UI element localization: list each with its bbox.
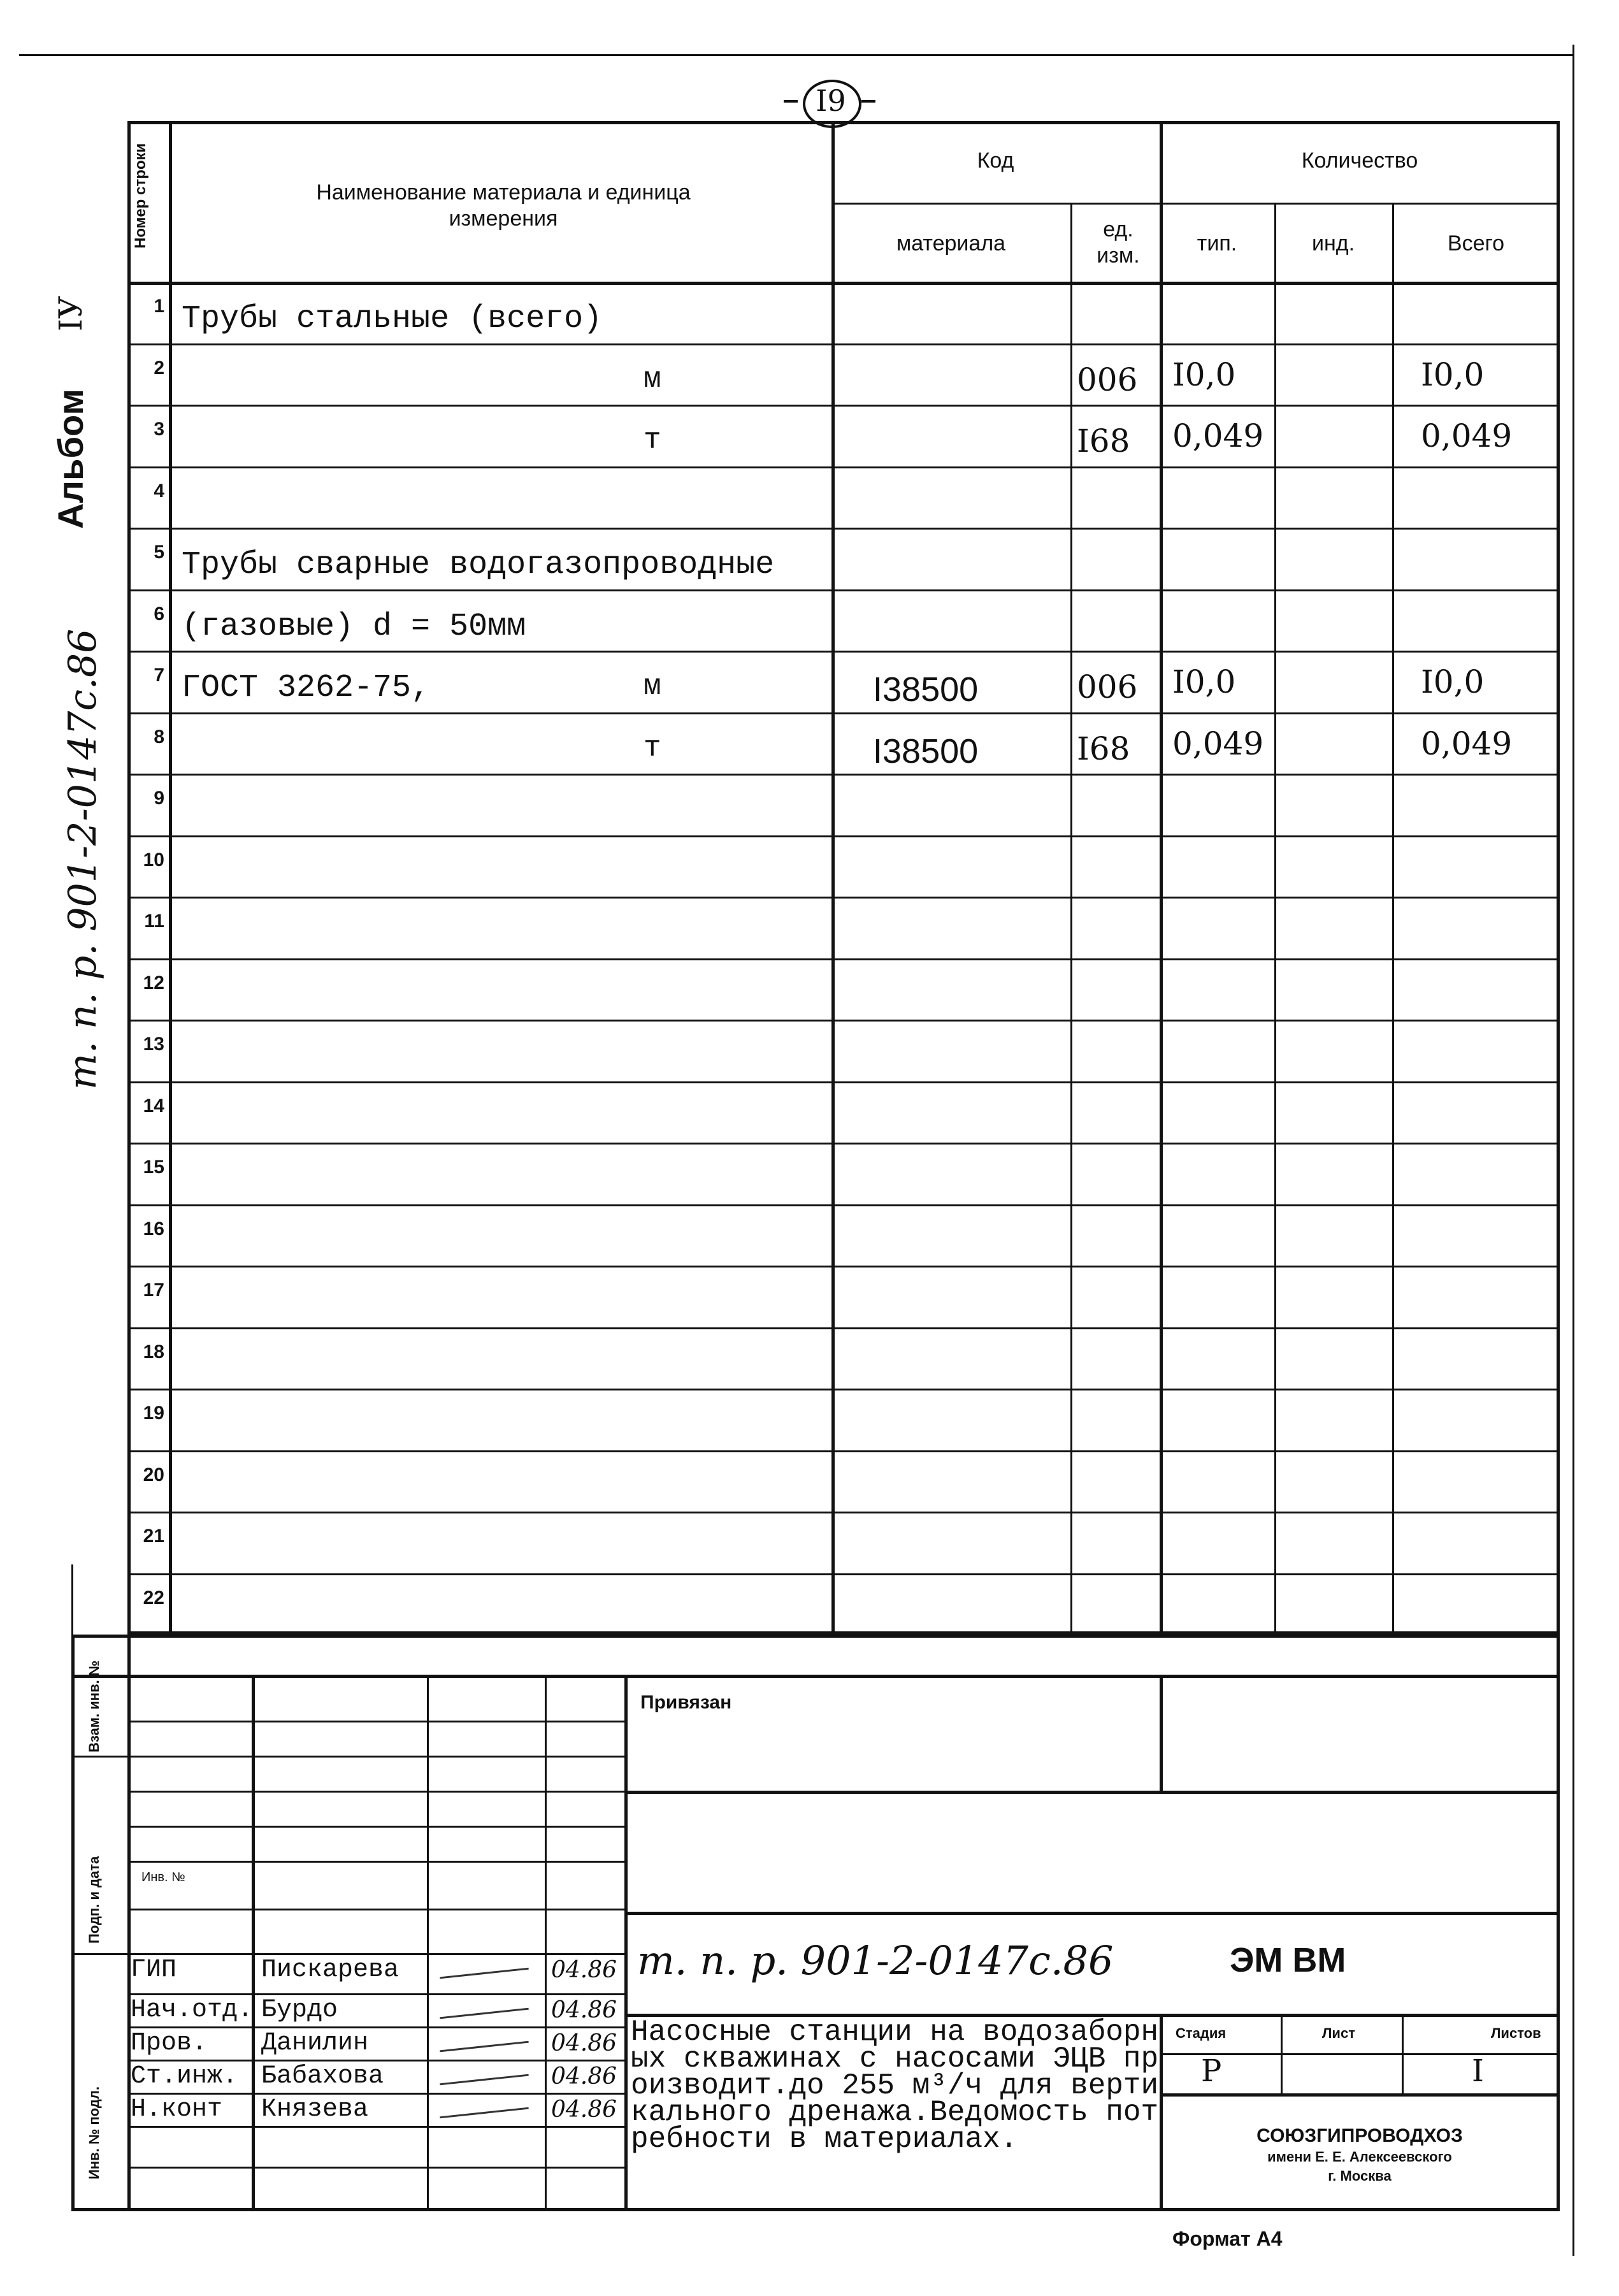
tb-row-5 — [127, 1861, 624, 1863]
tb-row-8 — [127, 1993, 624, 1995]
row-separator — [127, 651, 1560, 653]
staff-date: 04.86 — [551, 2097, 617, 2123]
row-separator — [127, 897, 1560, 899]
row-material-code: I38500 — [873, 732, 979, 770]
row-number: 20 — [143, 1464, 164, 1485]
row-qty-typ: 0,049 — [1172, 417, 1264, 454]
row-unit: т — [644, 424, 661, 457]
row-number: 5 — [154, 542, 164, 563]
row-number: 8 — [154, 726, 164, 747]
row-number: 11 — [144, 911, 164, 932]
row-number: 7 — [154, 665, 164, 686]
tb-row-10 — [127, 2060, 624, 2061]
header-qty-ind: инд. — [1311, 231, 1355, 256]
row-qty-typ: I0,0 — [1172, 356, 1236, 393]
page-top-border — [19, 54, 1574, 56]
doc-code: т. п. р. 901-2-0147с.86 — [637, 1937, 1114, 1984]
staff-name: Князева — [261, 2095, 369, 2124]
row-separator — [127, 405, 1560, 407]
page-number-group — [784, 80, 879, 124]
row-separator — [127, 343, 1560, 345]
row-separator — [127, 1081, 1560, 1083]
row-material-code: I38500 — [873, 670, 979, 709]
row-separator — [127, 1389, 1560, 1390]
row-number: 22 — [143, 1587, 164, 1608]
page-number: I9 — [816, 83, 846, 118]
row-name: (газовые) d = 50мм — [182, 608, 526, 645]
row-separator — [127, 1512, 1560, 1513]
tb-row-7 — [127, 1953, 624, 1955]
sheet-label: Лист — [1322, 2025, 1355, 2041]
col-line-typ — [1274, 203, 1276, 1635]
row-separator — [127, 1143, 1560, 1144]
org-sub: имени Е. Е. Алексеевского — [1267, 2149, 1452, 2165]
row-separator — [127, 1573, 1560, 1575]
header-material-name: Наименование материала и единица измерения — [316, 180, 691, 231]
row-qty-typ: I0,0 — [1172, 663, 1236, 700]
row-separator — [127, 1204, 1560, 1206]
row-unit-code: 006 — [1077, 361, 1138, 398]
tb-row-13 — [127, 2167, 624, 2169]
stage-value: Р — [1201, 2053, 1222, 2089]
row-number: 10 — [143, 849, 164, 870]
tb-stamp-line-b — [71, 1953, 129, 1955]
row-name: Трубы стальные (всего) — [182, 301, 603, 337]
tb-row-2 — [127, 1756, 624, 1758]
row-separator — [127, 835, 1560, 837]
col-line-qty — [1160, 121, 1163, 1635]
row-unit: м — [644, 670, 661, 703]
row-separator — [127, 1450, 1560, 1452]
header-qty-typ: тип. — [1197, 231, 1237, 256]
row-qty-typ: 0,049 — [1172, 725, 1264, 762]
row-qty-total: 0,049 — [1421, 725, 1513, 762]
tb-row-12 — [127, 2126, 624, 2128]
staff-date: 04.86 — [551, 1957, 617, 1983]
row-separator — [127, 774, 1560, 776]
row-number: 14 — [143, 1095, 164, 1116]
row-unit-code: I68 — [1077, 730, 1130, 767]
staff-name: Пискарева — [261, 1956, 399, 1984]
privyazan-label: Привязан — [640, 1692, 732, 1713]
row-separator — [127, 1266, 1560, 1267]
row-separator — [127, 1327, 1560, 1329]
row-number: 1 — [154, 296, 164, 317]
row-number: 12 — [143, 972, 164, 993]
staff-role: ГИП — [131, 1956, 177, 1984]
row-number: 4 — [154, 480, 164, 502]
header-code-material: материала — [896, 231, 1006, 256]
staff-name: Бабахова — [261, 2062, 384, 2091]
row-number: 9 — [154, 788, 164, 809]
doc-mark: ЭМ ВМ — [1230, 1941, 1346, 1979]
row-separator — [127, 528, 1560, 530]
staff-role: Ст.инж. — [131, 2062, 238, 2091]
side-album-label: Альбом — [50, 389, 90, 529]
tb-col-right — [1160, 1675, 1163, 1791]
tb-row-1 — [127, 1721, 624, 1722]
staff-name: Бурдо — [261, 1996, 338, 2025]
tb-row-11 — [127, 2093, 624, 2095]
staff-date: 04.86 — [551, 2030, 617, 2056]
header-split-line — [831, 203, 1560, 205]
row-separator — [127, 958, 1560, 960]
sheets-label: Листов — [1491, 2025, 1541, 2041]
tb-row-4 — [127, 1826, 624, 1828]
tb-code-top — [624, 1912, 1560, 1915]
row-separator — [127, 466, 1560, 468]
row-number: 3 — [154, 419, 164, 440]
row-number: 2 — [154, 357, 164, 379]
stage-label: Стадия — [1176, 2025, 1227, 2041]
tb-col-main — [624, 1675, 628, 2211]
col-line-ind — [1392, 203, 1394, 1635]
doc-description: Насосные станции на водозаборных скважинах с насосами ЭЦВ производит.до 255 м³/ч для вертикального дренажа.Ведомость потребности в материалах. — [631, 2016, 1159, 2156]
staff-name: Данилин — [261, 2029, 369, 2058]
header-bottom-line — [127, 282, 1560, 285]
row-unit: м — [644, 362, 661, 396]
row-qty-total: I0,0 — [1421, 663, 1485, 700]
staff-role: Пров. — [131, 2029, 208, 2058]
staff-date: 04.86 — [551, 1997, 617, 2023]
tb-stage-bottom — [1160, 2093, 1560, 2097]
materials-table-frame — [127, 121, 1560, 1635]
sheets-value: I — [1472, 2053, 1484, 2089]
row-separator — [127, 1020, 1560, 1022]
row-number: 21 — [143, 1526, 164, 1547]
row-separator — [127, 712, 1560, 714]
row-unit-code: 006 — [1077, 668, 1138, 705]
stamp-label-vzam: Взам. инв. № — [86, 1660, 102, 1752]
header-code: Код — [977, 148, 1014, 173]
staff-role: Н.конт — [131, 2095, 223, 2124]
row-number: 15 — [143, 1157, 164, 1178]
row-number: 16 — [143, 1218, 164, 1239]
tb-row-6 — [127, 1909, 624, 1910]
stamp-label-podp: Подп. и дата — [86, 1856, 102, 1944]
row-number: 13 — [143, 1034, 164, 1055]
col-line-rownum — [169, 121, 172, 1635]
header-code-unit: ед. изм. — [1097, 217, 1140, 268]
header-quantity: Количество — [1301, 148, 1418, 173]
format-label: Формат А4 — [1172, 2227, 1283, 2250]
row-number: 17 — [143, 1280, 164, 1301]
side-album-number: IУ — [52, 296, 89, 331]
row-number: 6 — [154, 603, 164, 625]
row-unit: т — [644, 731, 661, 765]
row-qty-total: 0,049 — [1421, 417, 1513, 454]
org-city: г. Москва — [1328, 2168, 1392, 2184]
org-name: СОЮЗГИПРОВОДХОЗ — [1256, 2125, 1463, 2146]
row-unit-code: I68 — [1077, 422, 1130, 459]
page-right-border — [1572, 45, 1574, 2256]
row-qty-total: I0,0 — [1421, 356, 1485, 393]
row-separator — [127, 589, 1560, 591]
staff-role: Нач.отд. — [131, 1996, 254, 2025]
staff-date: 04.86 — [551, 2063, 617, 2090]
side-series-code: т. п. р. 901-2-0147с.86 — [61, 628, 105, 1090]
header-qty-total: Всего — [1447, 231, 1505, 256]
tb-row-3 — [127, 1791, 624, 1793]
row-number: 19 — [143, 1403, 164, 1424]
col-line-material — [831, 121, 835, 1635]
tb-line-1 — [71, 1675, 1560, 1678]
tb-row-9 — [127, 2026, 624, 2028]
inv-number-label: Инв. № — [141, 1870, 185, 1884]
tb-stamp-line-a — [71, 1756, 129, 1758]
header-row-number: Номер строки — [132, 143, 149, 249]
row-name: ГОСТ 3262-75, — [182, 670, 431, 706]
tb-privyazan-bottom — [624, 1791, 1560, 1794]
stamp-label-inv: Инв. № подл. — [86, 2086, 102, 2179]
col-line-unit — [1070, 203, 1072, 1635]
row-name: Трубы сварные водогазопроводные — [182, 547, 775, 583]
row-number: 18 — [143, 1341, 164, 1362]
